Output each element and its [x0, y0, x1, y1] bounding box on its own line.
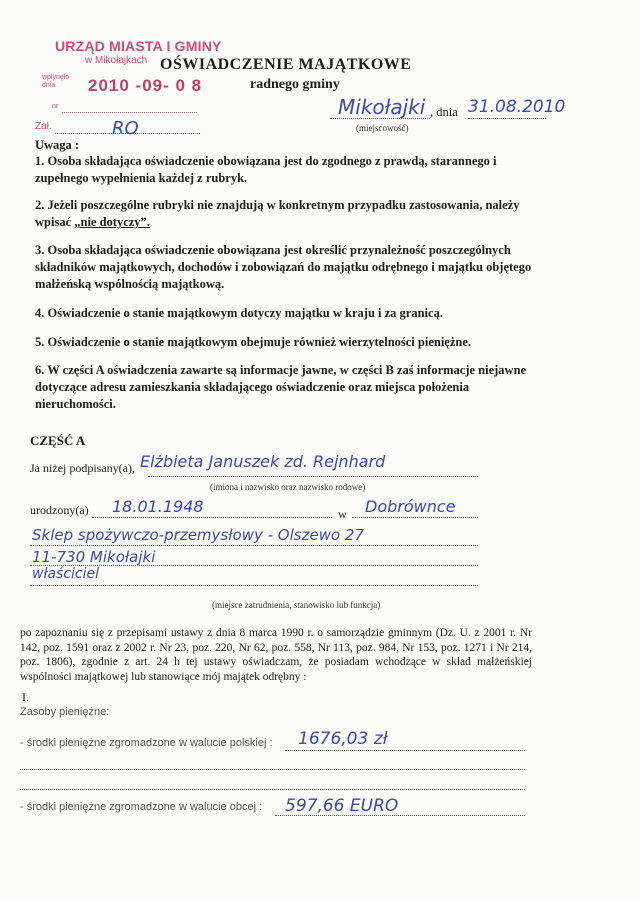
note-1: 1. Osoba składająca oświadczenie obowiązana jest do zgodnego z prawdą, starannego i zupełnego wypełnienia każdej z rubryk.	[35, 154, 497, 185]
place-caption: (miejscowość)	[356, 123, 409, 133]
note-2	[35, 197, 550, 231]
signer-label: Ja niżej podpisany(a),	[30, 461, 135, 475]
date-line	[468, 118, 546, 119]
born-place-line	[352, 517, 478, 518]
pln-line	[285, 750, 525, 751]
stamp-nr-label: nr	[52, 103, 59, 110]
document-title: OŚWIADCZENIE MAJĄTKOWE	[160, 56, 412, 73]
document-subtitle: radnego gminy	[250, 77, 340, 92]
note-6: 6. W części A oświadczenia zawarte są informacje jawne, w części B zaś informacje niejawne dotyczące adresu zamieszkania składającego oświadczenie oraz miejsca położenia nieruchomości.	[35, 363, 527, 411]
employment-line-1	[30, 545, 478, 546]
born-date: 18.01.1948	[112, 497, 204, 516]
pln-label: - środki pieniężne zgromadzone w walucie polskiej :	[20, 737, 273, 749]
employment-caption: (miejsce zatrudnienia, stanowisko lub funkcja)	[212, 600, 381, 610]
header-place: Mikołajki	[338, 95, 426, 119]
section-1-number: I.	[22, 690, 29, 704]
part-a-heading: CZĘŚĆ A	[30, 433, 86, 448]
foreign-value: 597,66 EURO	[285, 796, 399, 816]
note-2-emphasis: „nie dotyczy”.	[74, 215, 150, 229]
employment-value-3: właściciel	[32, 566, 100, 582]
born-place: Dobrównce	[365, 497, 456, 516]
note-2-text: 2. Jeżeli poszczególne rubryki nie znajdują w konkretnym przypadku zastosowania, należy wpisać	[35, 198, 520, 229]
header-date-prefix: , dnia	[430, 105, 458, 119]
signer-caption: (imiona i nazwisko oraz nazwisko rodowe)	[210, 482, 366, 492]
legal-text: po zapoznaniu się z przepisami ustawy z dnia 8 marca 1990 r. o samorządzie gminnym (Dz. U. z 2001 r. Nr 142, poz. 1591 oraz z 2002 r. Nr 23, poz. 220, Nr 62, poz. 558, Nr 113, poz. 984, Nr 153, poz. 1271 i Nr 214, poz. 1806), zgodnie z art. 24 h tej ustawy oświadczam, że posiadam wchodzące w skład małżeńskiej wspólności majątkowej lub stanowiące mój majątek odrębny :	[20, 627, 532, 683]
note-4: 4. Oświadczenie o stanie majątkowym dotyczy majątku w kraju i za granicą.	[35, 306, 443, 320]
pln-line-3	[20, 789, 525, 790]
foreign-label: - środki pieniężne zgromadzone w walucie obcej :	[20, 801, 263, 813]
stamp-zal-label: Zał.	[35, 121, 52, 132]
signer-line	[148, 476, 478, 477]
born-label: urodzony(a)	[30, 503, 89, 517]
employment-value-1: Sklep spożywczo-przemysłowy - Olszewo 27	[32, 526, 364, 544]
employment-value-2: 11-730 Mikołajki	[32, 548, 156, 566]
stamp-date-label: wpłynęło dnia	[42, 74, 70, 89]
born-date-line	[92, 517, 332, 518]
note-5: 5. Oświadczenie o stanie majątkowym obejmuje również wierzytelności pieniężne.	[35, 335, 472, 349]
stamp-place: w Mikołajkach	[85, 55, 148, 66]
stamp-office: URZĄD MIASTA I GMINY	[55, 38, 222, 54]
pln-value: 1676,03 zł	[298, 729, 388, 749]
born-in-label: w	[338, 507, 347, 521]
section-1-heading: Zasoby pieniężne:	[20, 706, 110, 718]
stamp-zal-value: RO	[112, 118, 139, 139]
note-3: 3. Osoba składająca oświadczenie obowiązana jest określić przynależność poszczególnych składników majątkowych, dochodów i zobowiązań do majątku odrębnego i majątku objętego małżeńską wspólnością majątkową.	[35, 243, 532, 291]
notes-heading: Uwaga :	[35, 138, 80, 152]
header-date: 31.08.2010	[468, 97, 566, 117]
employment-line-3	[30, 585, 478, 586]
stamp-nr-line	[62, 112, 197, 113]
stamp-date: 2010 -09- 0 8	[88, 76, 203, 95]
signer-value: Elżbieta Januszek zd. Rejnhard	[140, 452, 386, 471]
pln-line-2	[20, 769, 525, 770]
